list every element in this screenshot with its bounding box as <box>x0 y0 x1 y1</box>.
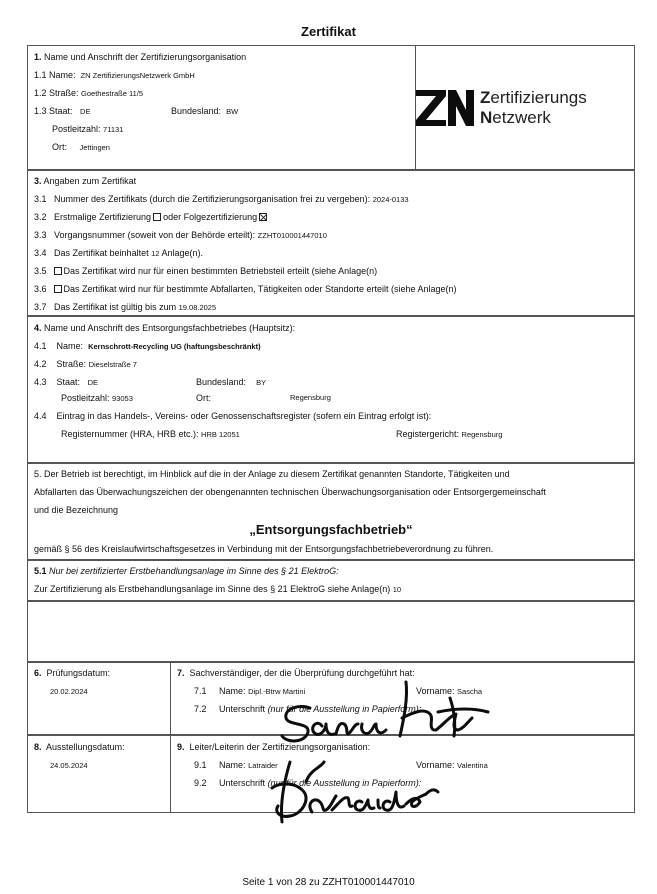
section-3-heading: 3. Angaben zum Zertifikat <box>34 176 137 186</box>
row-9-1: 9.1 Name: Latraider <box>194 760 278 770</box>
checkbox-operation-part[interactable] <box>54 267 62 275</box>
register-number-row: Registernummer (HRA, HRB etc.): HRB 12051 <box>61 429 240 439</box>
document-title: Zertifikat <box>301 24 356 39</box>
section-4-heading: 4. Name und Anschrift des Entsorgungsfachbetriebes (Hauptsitz): <box>34 323 296 333</box>
designation-title: „Entsorgungsfachbetrieb“ <box>249 522 413 537</box>
zn-logo-text: Zertifizierungs Netzwerk <box>480 88 587 127</box>
issuer-street-row: 1.2 Straße: Goethestraße 11/5 <box>34 88 144 98</box>
head-vorname-row: Vorname: Valentina <box>416 760 488 770</box>
expert-signature-image <box>278 678 492 750</box>
expert-heading: 7. Sachverständiger, der die Überprüfung durchgeführt hat: <box>177 668 415 678</box>
row-7-2: 7.2 Unterschrift (nur für die Ausstellung in Papierform): <box>194 704 422 714</box>
checkbox-waste-types[interactable] <box>54 285 62 293</box>
inspection-date-label: 6. Prüfungsdatum: <box>34 668 111 678</box>
issuance-date-label: 8. Ausstellungsdatum: <box>34 742 125 752</box>
checkbox-follow-certification[interactable] <box>259 213 267 221</box>
row-4-4: 4.4 Eintrag in das Handels-, Vereins- oder Genossenschaftsregister (sofern ein Eintrag erfolgt ist): <box>34 411 432 421</box>
company-ort-label: Ort: <box>196 393 211 403</box>
section-8-9-divider <box>170 736 171 812</box>
row-3-3: 3.3 Vorgangsnummer (soweit von der Behörde erteilt): ZZHT010001447010 <box>34 230 327 240</box>
company-plz-row: Postleitzahl: 93053 <box>61 393 133 403</box>
row-3-2: 3.2 Erstmalige Zertifizierung oder Folgezertifizierung <box>34 212 269 223</box>
empty-block <box>27 601 635 662</box>
head-signature-image <box>266 752 446 828</box>
inspection-date-value: 20.02.2024 <box>50 687 88 696</box>
section-5-1-electrog <box>27 560 635 601</box>
zn-logo <box>416 86 635 130</box>
row-3-6: 3.6 Das Zertifikat wird nur für bestimmte Abfallarten, Tätigkeiten oder Standorte erteilt (siehe Anlage(n) <box>34 284 457 294</box>
issuer-plz-row: Postleitzahl: 71131 <box>52 124 124 134</box>
row-3-4: 3.4 Das Zertifikat beinhaltet 12 Anlage(n). <box>34 248 203 258</box>
issuer-bundesland-row: Bundesland: BW <box>171 106 239 116</box>
row-9-2: 9.2 Unterschrift (nur für die Ausstellung in Papierform): <box>194 778 422 788</box>
section-5-line-4: gemäß § 56 des Kreislaufwirtschaftsgesetzes in Verbindung mit der Entsorgungsfachbetriebeverordnung zu führen. <box>34 544 494 554</box>
row-3-7: 3.7 Das Zertifikat ist gültig bis zum 19.08.2025 <box>34 302 217 312</box>
section-5-line-2: Abfallarten das Überwachungszeichen der obengenannten technischen Überwachungsorganisation oder Entsorgergemeinschaft <box>34 487 546 497</box>
expert-vorname-row: Vorname: Sascha <box>416 686 483 696</box>
checkbox-first-certification[interactable] <box>153 213 161 221</box>
row-4-2: 4.2 Straße: Dieselstraße 7 <box>34 359 137 369</box>
section-4-company <box>27 316 635 463</box>
row-7-1: 7.1 Name: Dipl.-Btrw Martini <box>194 686 306 696</box>
section-5-1-text: Zur Zertifizierung als Erstbehandlungsanlage im Sinne des § 21 ElektroG siehe Anlage(n) 10 <box>34 584 402 594</box>
issuer-name-row: 1.1 Name: ZN ZertifizierungsNetzwerk GmbH <box>34 70 195 80</box>
row-4-1: 4.1 Name: Kernschrott-Recycling UG (haftungsbeschränkt) <box>34 341 261 351</box>
issuance-date-value: 24.05.2024 <box>50 761 88 770</box>
section-5-1-italic: 5.1 Nur bei zertifizierter Erstbehandlungsanlage im Sinne des § 21 ElektroG: <box>34 566 339 576</box>
row-3-5: 3.5 Das Zertifikat wird nur für einen bestimmten Betriebsteil erteilt (siehe Anlage(n) <box>34 266 378 276</box>
section-1-heading: 1. Name und Anschrift der Zertifizierungsorganisation <box>34 52 247 62</box>
row-4-3: 4.3 Staat: DE <box>34 377 98 387</box>
section-3-certificate-info <box>27 170 635 316</box>
row-3-1: 3.1 Nummer des Zertifikats (durch die Zertifizierungsorganisation frei zu vergeben): 2024-0133 <box>34 194 409 204</box>
section-6-7-divider <box>170 663 171 734</box>
head-heading: 9. Leiter/Leiterin der Zertifizierungsorganisation: <box>177 742 371 752</box>
issuer-ort-row: Ort: Jettingen <box>52 142 110 152</box>
company-ort-value: Regensburg <box>290 393 331 402</box>
section-5-line-3: und die Bezeichnung <box>34 505 119 515</box>
section-1-issuer <box>27 45 635 170</box>
zn-logo-mark <box>416 90 474 126</box>
page-footer: Seite 1 von 28 zu ZZHT010001447010 <box>242 877 415 888</box>
section-5-authorization <box>27 463 635 560</box>
company-bundesland-row: Bundesland: BY <box>196 377 267 387</box>
register-court-row: Registergericht: Regensburg <box>396 429 503 439</box>
issuer-state-row: 1.3 Staat: DE <box>34 106 91 116</box>
section-5-line-1: 5. Der Betrieb ist berechtigt, im Hinblick auf die in der Anlage zu diesem Zertifikat genannten Standorte, Tätigkeiten und <box>34 469 510 479</box>
